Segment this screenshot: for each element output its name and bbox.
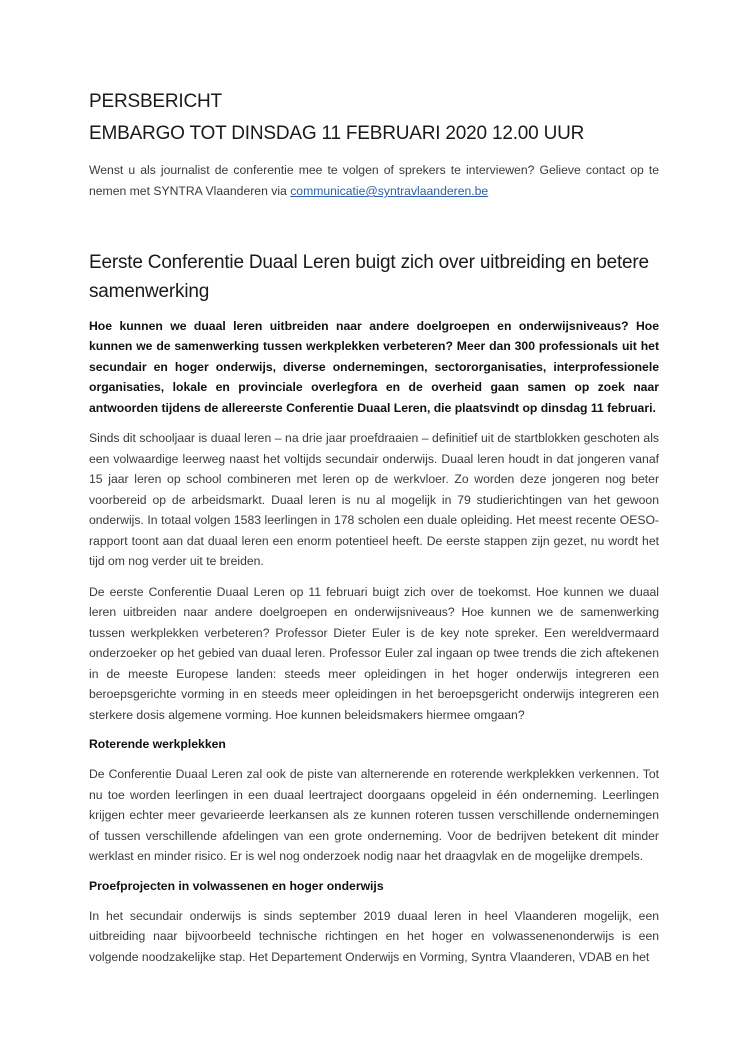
- press-release-label: PERSBERICHT: [89, 91, 222, 112]
- embargo-heading: EMBARGO TOT DINSDAG 11 FEBRUARI 2020 12.00 UUR: [89, 123, 585, 144]
- paragraph-4: In het secundair onderwijs is sinds september 2019 duaal leren in heel Vlaanderen mogelijk, een uitbreiding naar bijvoorbeeld technische richtingen en het hoger en volwassenenonderwijs is een volgende noodzakelijke stap. Het Departement Onderwijs en Vorming, Syntra Vlaanderen, VDAB en het: [89, 908, 659, 964]
- subheading-rotating-workplaces: Roterende werkplekken: [89, 737, 226, 752]
- paragraph-1: Sinds dit schooljaar is duaal leren – na drie jaar proefdraaien – definitief uit de startblokken geschoten als een volwaardige leerweg naast het voltijds secundair onderwijs. Duaal leren houdt in dat jongeren vanaf 15 jaar leren op school combineren met leren op de werkvloer. Zo worden deze jongeren nog beter voorbereid op de arbeidsmarkt. Duaal leren is nu al mogelijk in 79 studierichtingen van het gewoon onderwijs. In totaal volgen 1583 leerlingen in 178 scholen een duale opleiding. Het meest recente OESO-rapport toont aan dat duaal leren een enorm potentieel heeft. De eerste stappen zijn gezet, nu wordt het tijd om nog verder uit te breiden.: [89, 431, 659, 569]
- subheading-pilot-projects: Proefprojecten in volwassenen en hoger onderwijs: [89, 878, 384, 893]
- paragraph-2: De eerste Conferentie Duaal Leren op 11 februari buigt zich over de toekomst. Hoe kunnen we duaal leren uitbreiden naar andere doelgroepen en onderwijsniveaus? Hoe kunnen we de samenwerking tussen werkplekken verbeteren? Professor Dieter Euler is de key note spreker. Een wereldvermaard onderzoeker op het gebied van duaal leren. Professor Euler zal ingaan op twee trends die zich aftekenen in de meeste Europese landen: steeds meer opleidingen in het hoger onderwijs integreren een beroepsgerichte vorming in en steeds meer opleidingen in het beroepsgericht onderwijs integreren een sterkere dosis algemene vorming. Hoe kunnen beleidsmakers hiermee omgaan?: [89, 584, 659, 722]
- article-title: Eerste Conferentie Duaal Leren buigt zich over uitbreiding en betere samenwerking: [89, 252, 649, 302]
- contact-email-link[interactable]: communicatie@syntravlaanderen.be: [290, 184, 489, 198]
- contact-paragraph: [89, 160, 659, 202]
- paragraph-3: De Conferentie Duaal Leren zal ook de piste van alternerende en roterende werkplekken verkennen. Tot nu toe worden leerlingen in een duaal leertraject doorgaans opgeleid in één onderneming. Leerlingen krijgen echter meer gevarieerde leerkansen als ze kunnen roteren tussen verschillende ondernemingen of tussen verschillende afdelingen van een grote onderneming. Voor de bedrijven betekent dit minder werklast en minder risico. Er is wel nog onderzoek nodig naar het draagvlak en de mogelijke drempels.: [89, 767, 659, 864]
- article-lead: Hoe kunnen we duaal leren uitbreiden naar andere doelgroepen en onderwijsniveaus? Hoe kunnen we de samenwerking tussen werkplekken verbeteren? Meer dan 300 professionals uit het secundair en hoger onderwijs, diverse ondernemingen, sectororganisaties, interprofessionele organisaties, lokale en provinciale overlegfora en de overheid gaan samen op zoek naar antwoorden tijdens de allereerste Conferentie Duaal Leren, die plaatsvindt op dinsdag 11 februari.: [89, 319, 659, 415]
- contact-text: Wenst u als journalist de conferentie mee te volgen of sprekers te interviewen? Gelieve contact op te nemen met SYNTRA Vlaanderen via: [89, 163, 659, 198]
- press-release-page: [89, 90, 659, 967]
